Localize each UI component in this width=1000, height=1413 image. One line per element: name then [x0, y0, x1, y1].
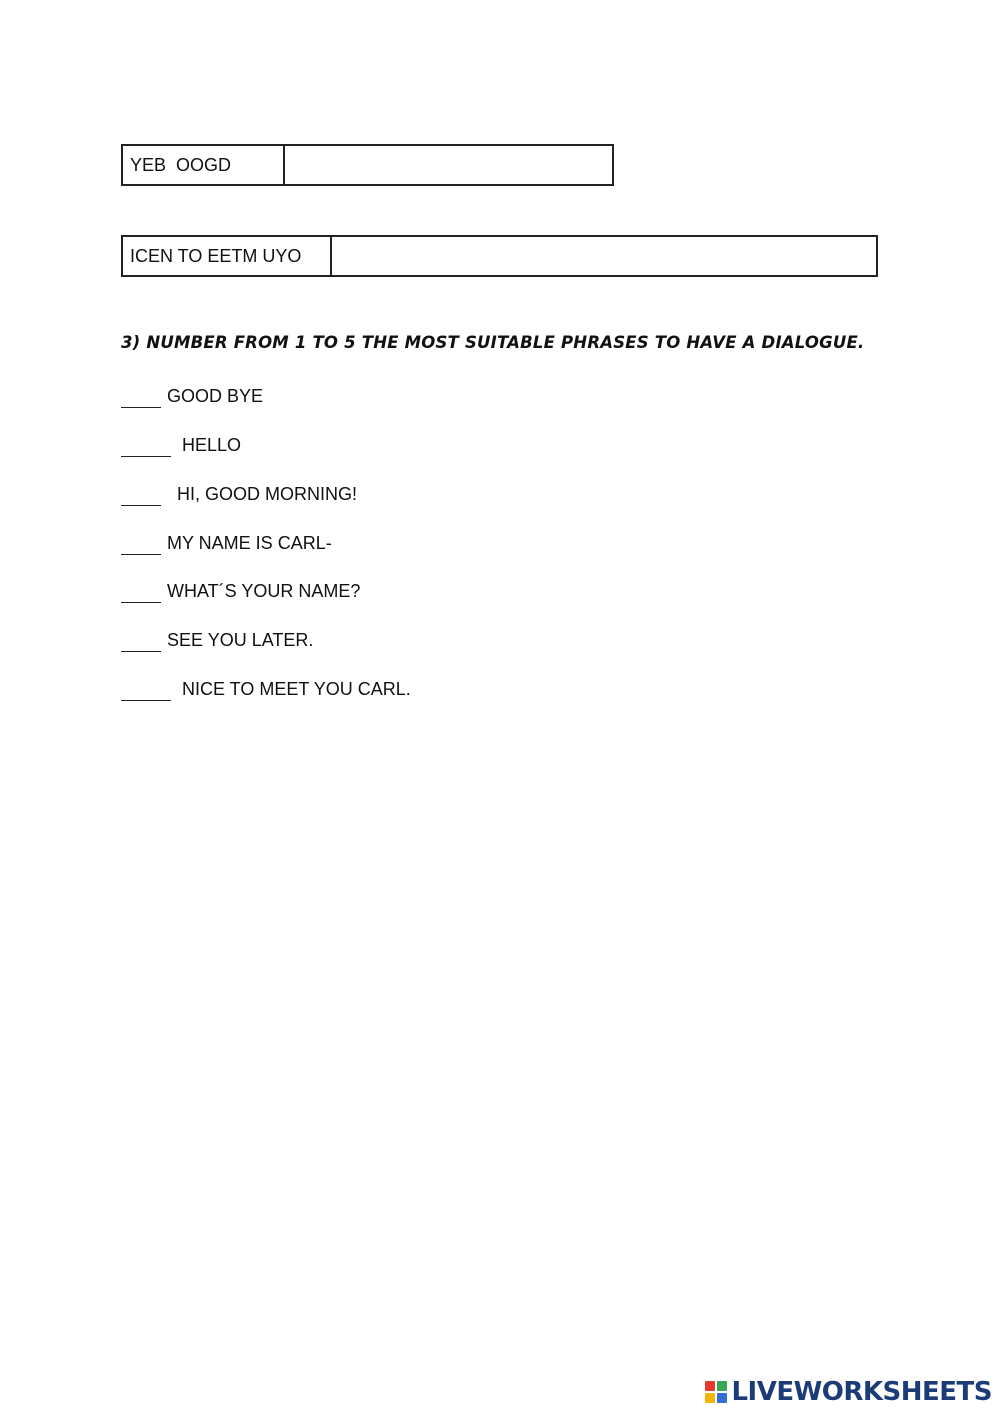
phrase-item	[121, 484, 357, 506]
logo-square	[705, 1393, 715, 1403]
phrase-text: GOOD BYE	[167, 386, 264, 406]
phrase-text: WHAT´S YOUR NAME?	[167, 581, 361, 601]
logo-square	[717, 1381, 727, 1391]
number-blank[interactable]	[121, 682, 171, 701]
phrase-item	[121, 630, 313, 652]
scramble-box-2	[121, 235, 878, 277]
phrase-item	[121, 386, 263, 408]
scrambled-word-1: YEB OOGD	[123, 146, 285, 184]
exercise-instruction: 3) NUMBER FROM 1 TO 5 THE MOST SUITABLE PHRASES TO HAVE A DIALOGUE.	[121, 333, 865, 352]
phrase-text: HI, GOOD MORNING!	[167, 484, 358, 504]
phrase-item	[121, 679, 411, 701]
liveworksheets-logo	[705, 1377, 992, 1407]
answer-field-1[interactable]	[285, 146, 612, 184]
number-blank[interactable]	[121, 487, 161, 506]
scramble-box-1	[121, 144, 614, 186]
answer-field-2[interactable]	[332, 237, 876, 275]
number-blank[interactable]	[121, 633, 161, 652]
number-blank[interactable]	[121, 389, 161, 408]
phrase-item	[121, 581, 360, 603]
phrase-text: NICE TO MEET YOU CARL.	[177, 679, 411, 699]
logo-mark-icon	[705, 1381, 727, 1403]
phrase-item	[121, 533, 332, 555]
logo-square	[717, 1393, 727, 1403]
logo-square	[705, 1381, 715, 1391]
number-blank[interactable]	[121, 438, 171, 457]
number-blank[interactable]	[121, 536, 161, 555]
scrambled-word-2: ICEN TO EETM UYO	[123, 237, 332, 275]
phrase-text: MY NAME IS CARL-	[167, 533, 332, 553]
phrase-text: HELLO	[177, 435, 242, 455]
phrase-text: SEE YOU LATER.	[167, 630, 314, 650]
logo-text: LIVEWORKSHEETS	[731, 1377, 992, 1407]
phrase-item	[121, 435, 241, 457]
number-blank[interactable]	[121, 584, 161, 603]
